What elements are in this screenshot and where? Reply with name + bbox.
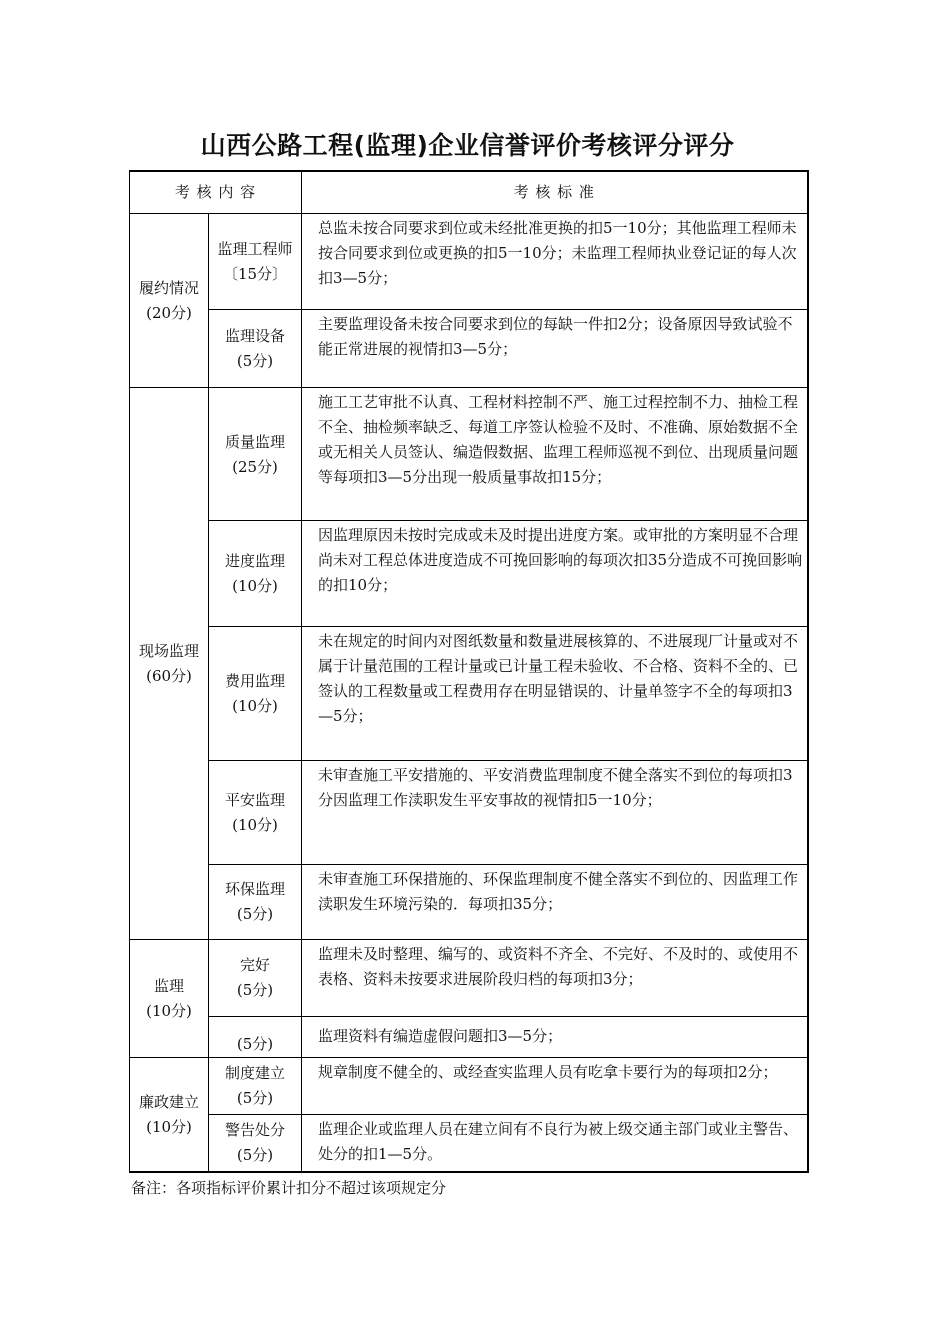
- footnote: 备注：各项指标评价累计扣分不超过该项规定分: [131, 1179, 447, 1197]
- table-row: [130, 388, 808, 521]
- subitem-name: 警告处分: [224, 1121, 285, 1139]
- subitem-points: (5分): [236, 351, 274, 370]
- category-points: (10分): [146, 1001, 192, 1020]
- standard-text: 监理资料有编造虚假问题扣3—5分；: [302, 1017, 808, 1058]
- table-row: [130, 940, 808, 1017]
- subitem-name: 完好: [239, 956, 270, 974]
- standard-text: 未审查施工平安措施的、平安消费监理制度不健全落实不到位的每项扣3分因监理工作渎职发生平安事故的视情扣5一10分；: [302, 761, 808, 865]
- table-row: [130, 865, 808, 940]
- subitem-name: 环保监理: [224, 880, 285, 898]
- category-name: 履约情况: [138, 278, 199, 297]
- subitem-name: 监理设备: [224, 326, 285, 345]
- standard-text: 施工工艺审批不认真、工程材料控制不严、施工过程控制不力、抽检工程不全、抽检频率缺乏、每道工序签认检验不及时、不准确、原始数据不全或无相关人员签认、编造假数据、监理工程师巡视不到位、出现质量问题等每项扣3—5分出现一般质量事故扣15分；: [302, 388, 808, 521]
- standard-text: 监理企业或监理人员在建立间有不良行为被上级交通主部门或业主警告、处分的扣1—5分。: [302, 1115, 808, 1173]
- standard-text: 因监理原因未按时完成或未及时提出进度方案。或审批的方案明显不合理尚未对工程总体进度造成不可挽回影响的每项次扣35分造成不可挽回影响的扣10分；: [302, 521, 808, 627]
- category-name: 监理: [153, 976, 184, 995]
- subitem-points: (25分): [232, 458, 278, 476]
- category-cell: [130, 214, 209, 388]
- subitem-points: 〔15分〕: [222, 264, 288, 283]
- subitem-cell: [209, 388, 302, 521]
- standard-text: 主要监理设备未按合同要求到位的每缺一件扣2分；设备原因导致试验不能正常进展的视情扣3—5分；: [302, 310, 808, 388]
- subitem-cell: [209, 521, 302, 627]
- subitem-points: (5分): [236, 905, 274, 923]
- standard-text: 规章制度不健全的、或经查实监理人员有吃拿卡要行为的每项扣2分；: [302, 1058, 808, 1115]
- category-points: (10分): [146, 1117, 192, 1136]
- table-header-row: [130, 171, 808, 214]
- subitem-cell: [209, 1058, 302, 1115]
- subitem-name: 费用监理: [224, 671, 285, 690]
- category-cell: [130, 1058, 209, 1173]
- subitem-cell: [209, 214, 302, 310]
- subitem-name: 质量监理: [224, 433, 285, 451]
- subitem-points: (5分): [236, 981, 274, 999]
- subitem-points: (10分): [232, 815, 278, 834]
- table-row: [130, 214, 808, 310]
- table-row: [130, 310, 808, 388]
- page-title: 山西公路工程(监理)企业信誉评价考核评分评分: [200, 131, 735, 160]
- category-name: 廉政建立: [138, 1092, 199, 1111]
- subitem-points: (5分): [236, 1035, 274, 1053]
- table-row: [130, 521, 808, 627]
- standard-text: 未在规定的时间内对图纸数量和数量进展核算的、不进展现厂计量或对不属于计量范围的工程计量或已计量工程未验收、不合格、资料不全的、已签认的工程数量或工程费用存在明显错误的、计量单签字不全的每项扣3—5分；: [302, 627, 808, 761]
- category-cell: [130, 388, 209, 940]
- subitem-cell: [209, 761, 302, 865]
- subitem-cell: [209, 310, 302, 388]
- subitem-cell: [209, 1017, 302, 1058]
- evaluation-table: [129, 170, 809, 1173]
- subitem-name: 平安监理: [224, 790, 285, 809]
- category-points: (60分): [146, 666, 192, 685]
- table-row: [130, 627, 808, 761]
- subitem-points: (10分): [232, 696, 278, 715]
- table-row: [130, 1115, 808, 1173]
- subitem-cell: [209, 865, 302, 940]
- standard-text: 总监未按合同要求到位或未经批准更换的扣5一10分；其他监理工程师未按合同要求到位或更换的扣5一10分；未监理工程师执业登记证的每人次扣3—5分；: [302, 214, 808, 310]
- table-row: [130, 1017, 808, 1058]
- subitem-name: 制度建立: [224, 1064, 285, 1082]
- subitem-cell: [209, 940, 302, 1017]
- header-content: 考 核 内 容: [130, 171, 302, 214]
- subitem-cell: [209, 1115, 302, 1173]
- table-row: [130, 761, 808, 865]
- subitem-cell: [209, 627, 302, 761]
- subitem-points: (10分): [232, 576, 278, 595]
- table-row: [130, 1058, 808, 1115]
- standard-text: 未审查施工环保措施的、环保监理制度不健全落实不到位的、因监理工作渎职发生环境污染的．每项扣35分；: [302, 865, 808, 940]
- subitem-name: 进度监理: [224, 551, 285, 570]
- category-cell: [130, 940, 209, 1058]
- category-name: 现场监理: [138, 641, 199, 660]
- subitem-points: (5分): [236, 1089, 274, 1107]
- header-standard: 考 核 标 准: [302, 171, 808, 214]
- standard-text: 监理未及时整理、编写的、或资料不齐全、不完好、不及时的、或使用不表格、资料未按要求进展阶段归档的每项扣3分；: [302, 940, 808, 1017]
- category-points: (20分): [146, 303, 192, 322]
- subitem-name: 监理工程师: [217, 239, 293, 258]
- subitem-points: (5分): [236, 1146, 274, 1164]
